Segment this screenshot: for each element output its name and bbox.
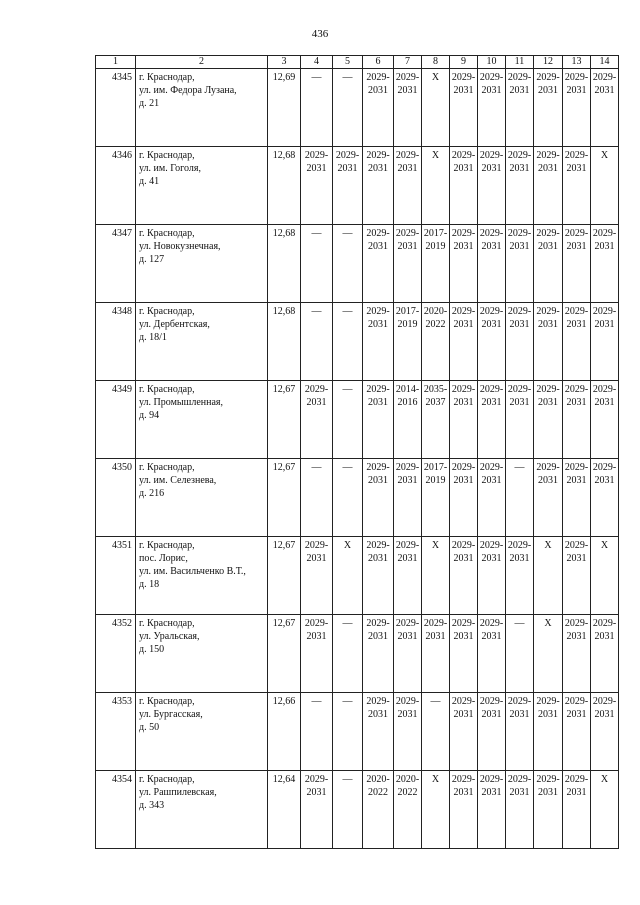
address-cell: г. Краснодар, ул. им. Федора Лузана, д. 21 — [136, 69, 268, 147]
period-cell: 2029- 2031 — [301, 381, 333, 459]
table-row — [96, 225, 619, 303]
period-cell: 2029- 2031 — [394, 537, 422, 615]
period-cell: 2029- 2031 — [506, 69, 534, 147]
period-cell: — — [333, 69, 363, 147]
period-cell: 2029- 2031 — [506, 771, 534, 849]
period-cell: 2029- 2031 — [363, 693, 394, 771]
period-cell: — — [333, 693, 363, 771]
period-cell: 2029- 2031 — [506, 147, 534, 225]
period-cell: 2029- 2031 — [534, 771, 563, 849]
period-cell: 2029- 2031 — [363, 537, 394, 615]
table-body — [96, 69, 619, 849]
period-cell: 2029- 2031 — [333, 147, 363, 225]
address-cell: г. Краснодар, ул. Дербентская, д. 18/1 — [136, 303, 268, 381]
period-cell: 2029- 2031 — [450, 771, 478, 849]
period-cell: 2029- 2031 — [478, 303, 506, 381]
column-header: 6 — [363, 56, 394, 69]
period-cell: — — [333, 303, 363, 381]
period-cell: 2020- 2022 — [422, 303, 450, 381]
address-cell: г. Краснодар, пос. Лорис, ул. им. Васильченко В.Т., д. 18 — [136, 537, 268, 615]
period-cell: 2029- 2031 — [478, 381, 506, 459]
period-cell: 2020- 2022 — [363, 771, 394, 849]
period-cell: 2029- 2031 — [394, 459, 422, 537]
header-row — [96, 56, 619, 69]
period-cell: 2029- 2031 — [363, 69, 394, 147]
period-cell: 2029- 2031 — [478, 771, 506, 849]
column-header: 5 — [333, 56, 363, 69]
period-cell: 2029- 2031 — [591, 459, 619, 537]
period-cell: 2029- 2031 — [394, 693, 422, 771]
column-header: 10 — [478, 56, 506, 69]
row-number-cell: 4346 — [96, 147, 136, 225]
period-cell: X — [333, 537, 363, 615]
period-cell: 2017- 2019 — [422, 225, 450, 303]
table-row — [96, 147, 619, 225]
period-cell: — — [333, 459, 363, 537]
period-cell: 2029- 2031 — [563, 69, 591, 147]
column-header: 11 — [506, 56, 534, 69]
period-cell: 2029- 2031 — [591, 225, 619, 303]
period-cell: 2029- 2031 — [563, 303, 591, 381]
period-cell: — — [301, 225, 333, 303]
period-cell: 2020- 2022 — [394, 771, 422, 849]
row-number-cell: 4350 — [96, 459, 136, 537]
row-number-cell: 4349 — [96, 381, 136, 459]
address-cell: г. Краснодар, ул. Промышленная, д. 94 — [136, 381, 268, 459]
address-cell: г. Краснодар, ул. Новокузнечная, д. 127 — [136, 225, 268, 303]
period-cell: 2029- 2031 — [563, 381, 591, 459]
period-cell: 2029- 2031 — [506, 303, 534, 381]
period-cell: 2029- 2031 — [394, 615, 422, 693]
value-cell: 12,67 — [268, 381, 301, 459]
period-cell: 2029- 2031 — [591, 303, 619, 381]
period-cell: 2029- 2031 — [534, 459, 563, 537]
table-row — [96, 771, 619, 849]
period-cell: 2029- 2031 — [478, 615, 506, 693]
period-cell: 2029- 2031 — [301, 615, 333, 693]
period-cell: 2029- 2031 — [506, 537, 534, 615]
period-cell: 2029- 2031 — [478, 69, 506, 147]
period-cell: 2029- 2031 — [506, 381, 534, 459]
period-cell: — — [301, 693, 333, 771]
period-cell: 2029- 2031 — [534, 303, 563, 381]
period-cell: 2029- 2031 — [478, 147, 506, 225]
period-cell: X — [591, 147, 619, 225]
period-cell: 2017- 2019 — [394, 303, 422, 381]
period-cell: 2029- 2031 — [478, 459, 506, 537]
period-cell: 2029- 2031 — [301, 147, 333, 225]
address-cell: г. Краснодар, ул. им. Гоголя, д. 41 — [136, 147, 268, 225]
period-cell: 2029- 2031 — [450, 381, 478, 459]
period-cell: 2029- 2031 — [563, 615, 591, 693]
table-row — [96, 69, 619, 147]
period-cell: 2029- 2031 — [506, 225, 534, 303]
period-cell: 2029- 2031 — [534, 381, 563, 459]
period-cell: 2029- 2031 — [534, 69, 563, 147]
period-cell: X — [591, 771, 619, 849]
column-header: 13 — [563, 56, 591, 69]
period-cell: 2029- 2031 — [478, 537, 506, 615]
column-header: 1 — [96, 56, 136, 69]
period-cell: X — [591, 537, 619, 615]
period-cell: — — [422, 693, 450, 771]
period-cell: — — [333, 381, 363, 459]
period-cell: X — [422, 771, 450, 849]
address-cell: г. Краснодар, ул. Уральская, д. 150 — [136, 615, 268, 693]
row-number-cell: 4352 — [96, 615, 136, 693]
table-row — [96, 381, 619, 459]
table-row — [96, 459, 619, 537]
period-cell: 2029- 2031 — [534, 225, 563, 303]
period-cell: 2029- 2031 — [591, 615, 619, 693]
period-cell: 2029- 2031 — [506, 693, 534, 771]
period-cell: 2029- 2031 — [450, 303, 478, 381]
period-cell: 2029- 2031 — [591, 381, 619, 459]
period-cell: 2029- 2031 — [450, 537, 478, 615]
period-cell: — — [506, 459, 534, 537]
period-cell: 2029- 2031 — [563, 537, 591, 615]
row-number-cell: 4351 — [96, 537, 136, 615]
address-cell: г. Краснодар, ул. Бургасская, д. 50 — [136, 693, 268, 771]
column-header: 9 — [450, 56, 478, 69]
period-cell: — — [301, 459, 333, 537]
column-header: 12 — [534, 56, 563, 69]
period-cell: 2029- 2031 — [563, 147, 591, 225]
period-cell: 2029- 2031 — [534, 693, 563, 771]
period-cell: 2029- 2031 — [394, 147, 422, 225]
period-cell: X — [534, 615, 563, 693]
period-cell: X — [422, 69, 450, 147]
period-cell: 2029- 2031 — [563, 225, 591, 303]
period-cell: 2029- 2031 — [363, 225, 394, 303]
row-number-cell: 4354 — [96, 771, 136, 849]
period-cell: 2029- 2031 — [363, 303, 394, 381]
period-cell: — — [301, 303, 333, 381]
period-cell: 2029- 2031 — [450, 69, 478, 147]
column-header: 7 — [394, 56, 422, 69]
period-cell: 2017- 2019 — [422, 459, 450, 537]
period-cell: 2029- 2031 — [301, 771, 333, 849]
column-header: 14 — [591, 56, 619, 69]
table-row — [96, 615, 619, 693]
value-cell: 12,68 — [268, 225, 301, 303]
period-cell: 2029- 2031 — [422, 615, 450, 693]
value-cell: 12,67 — [268, 459, 301, 537]
row-number-cell: 4353 — [96, 693, 136, 771]
period-cell: 2035- 2037 — [422, 381, 450, 459]
period-cell: — — [333, 771, 363, 849]
table-row — [96, 693, 619, 771]
address-cell: г. Краснодар, ул. им. Селезнева, д. 216 — [136, 459, 268, 537]
value-cell: 12,67 — [268, 537, 301, 615]
period-cell: 2014- 2016 — [394, 381, 422, 459]
value-cell: 12,69 — [268, 69, 301, 147]
period-cell: 2029- 2031 — [450, 147, 478, 225]
period-cell: X — [422, 147, 450, 225]
page-number: 436 — [311, 28, 329, 40]
period-cell: 2029- 2031 — [450, 459, 478, 537]
table-row — [96, 537, 619, 615]
period-cell: 2029- 2031 — [394, 225, 422, 303]
period-cell: 2029- 2031 — [478, 693, 506, 771]
column-header: 4 — [301, 56, 333, 69]
period-cell: X — [534, 537, 563, 615]
row-number-cell: 4348 — [96, 303, 136, 381]
period-cell: 2029- 2031 — [591, 693, 619, 771]
period-cell: — — [333, 225, 363, 303]
row-number-cell: 4347 — [96, 225, 136, 303]
column-header: 2 — [136, 56, 268, 69]
period-cell: 2029- 2031 — [478, 225, 506, 303]
period-cell: 2029- 2031 — [563, 771, 591, 849]
period-cell: 2029- 2031 — [450, 225, 478, 303]
table-row — [96, 303, 619, 381]
period-cell: 2029- 2031 — [363, 147, 394, 225]
period-cell: 2029- 2031 — [450, 615, 478, 693]
value-cell: 12,64 — [268, 771, 301, 849]
period-cell: — — [506, 615, 534, 693]
period-cell: 2029- 2031 — [363, 459, 394, 537]
period-cell: 2029- 2031 — [563, 693, 591, 771]
row-number-cell: 4345 — [96, 69, 136, 147]
period-cell: 2029- 2031 — [363, 615, 394, 693]
period-cell: 2029- 2031 — [363, 381, 394, 459]
value-cell: 12,67 — [268, 615, 301, 693]
period-cell: 2029- 2031 — [450, 693, 478, 771]
period-cell: X — [422, 537, 450, 615]
period-cell: 2029- 2031 — [563, 459, 591, 537]
period-cell: 2029- 2031 — [301, 537, 333, 615]
period-cell: 2029- 2031 — [591, 69, 619, 147]
column-header: 3 — [268, 56, 301, 69]
address-cell: г. Краснодар, ул. Рашпилевская, д. 343 — [136, 771, 268, 849]
value-cell: 12,66 — [268, 693, 301, 771]
period-cell: 2029- 2031 — [534, 147, 563, 225]
period-cell: — — [301, 69, 333, 147]
housing-registry-table — [95, 55, 619, 849]
period-cell: 2029- 2031 — [394, 69, 422, 147]
value-cell: 12,68 — [268, 147, 301, 225]
column-header: 8 — [422, 56, 450, 69]
period-cell: — — [333, 615, 363, 693]
value-cell: 12,68 — [268, 303, 301, 381]
